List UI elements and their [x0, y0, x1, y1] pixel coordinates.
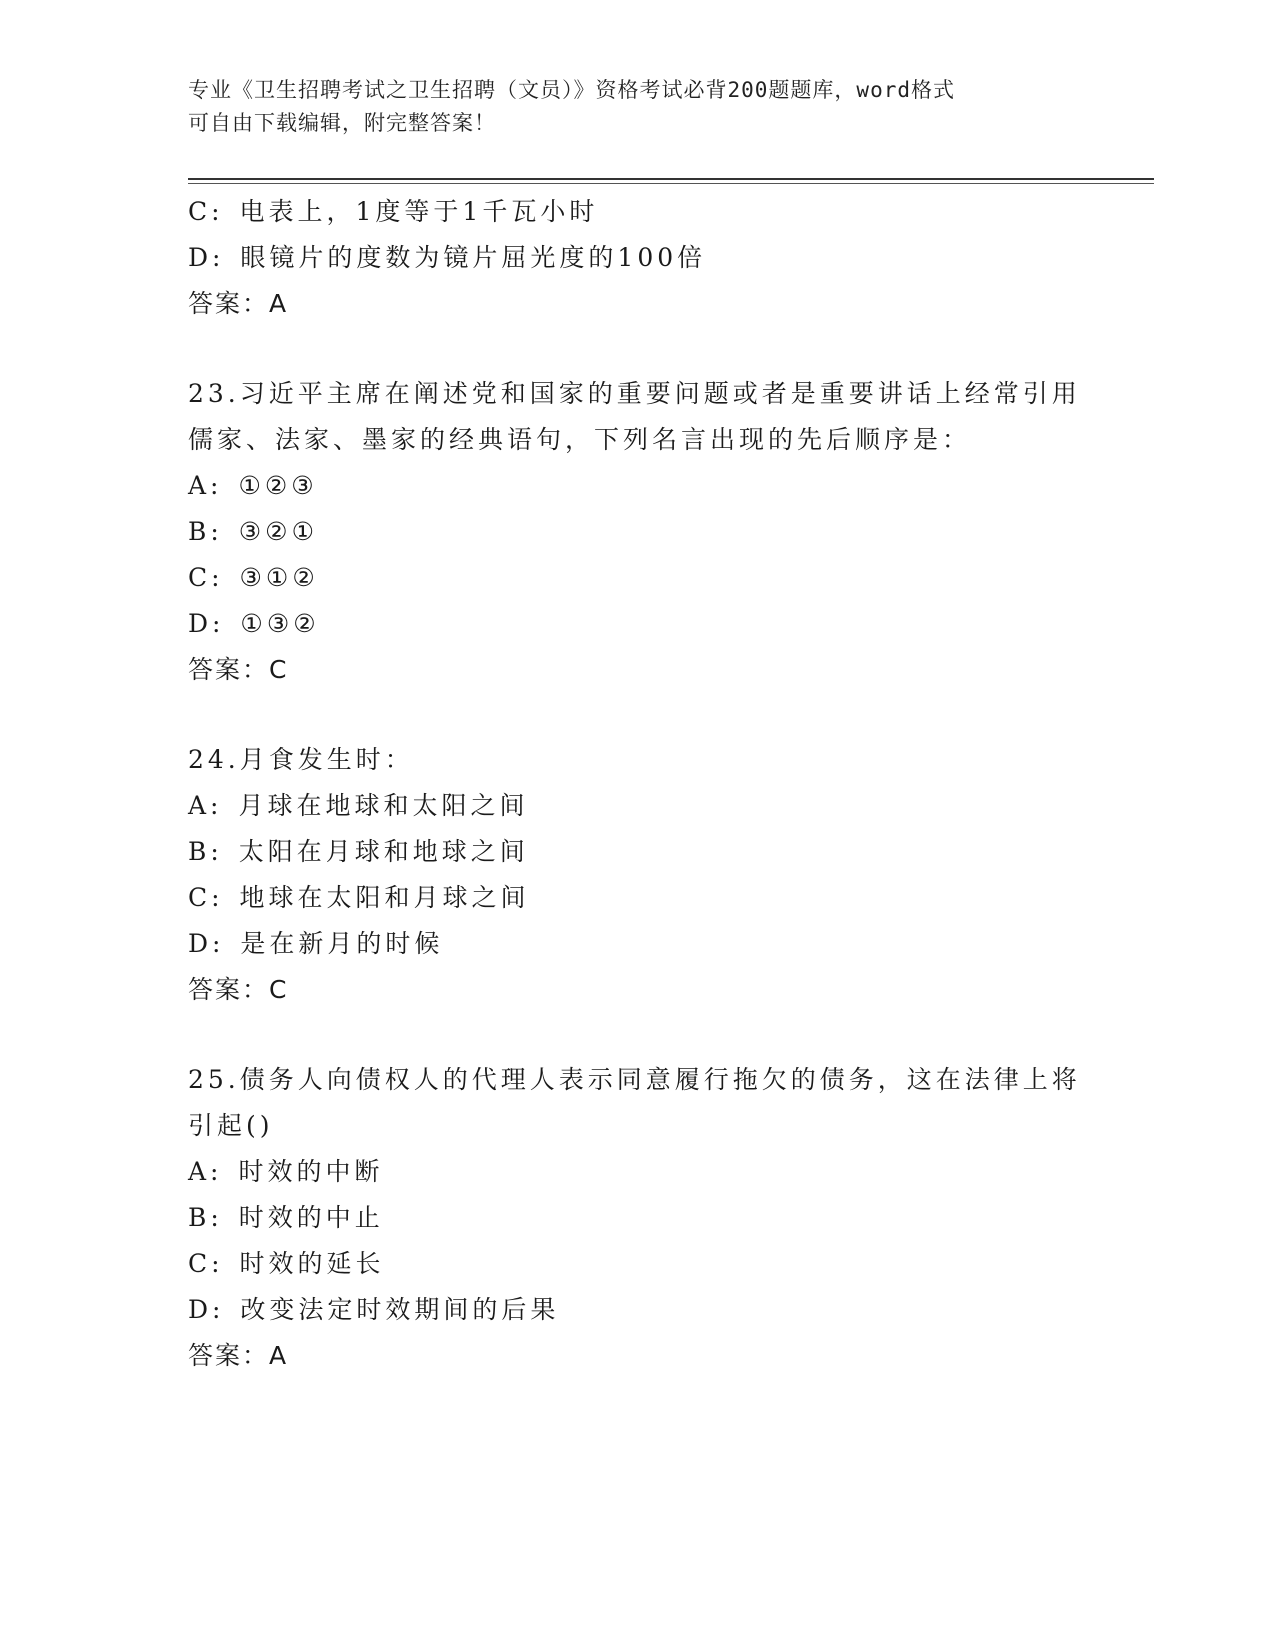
question-spacer	[188, 693, 1118, 737]
option-text: 改变法定时效期间的后果	[240, 1295, 560, 1324]
question-25	[188, 1057, 1118, 1379]
question-23	[188, 371, 1118, 693]
option-line	[188, 463, 1118, 509]
option-line	[188, 921, 1118, 967]
answer-line: 答案：C	[188, 655, 289, 684]
option-label: A:	[188, 471, 223, 500]
header-rule-thick	[188, 178, 1154, 180]
question-list	[188, 189, 1118, 1379]
question-spacer	[188, 327, 1118, 371]
option-label: C:	[188, 883, 224, 912]
option-label: A:	[188, 1157, 223, 1186]
option-label: D:	[188, 609, 225, 638]
option-line	[188, 1195, 1118, 1241]
option-line	[188, 235, 1118, 281]
option-text: 是在新月的时候	[240, 929, 444, 958]
option-line	[188, 1287, 1118, 1333]
option-text: 月球在地球和太阳之间	[238, 791, 529, 820]
option-line	[188, 1149, 1118, 1195]
answer-line: 答案：A	[188, 1341, 289, 1370]
option-label: D:	[188, 243, 225, 272]
option-line	[188, 783, 1118, 829]
question-stem-line: 24.月食发生时：	[188, 745, 414, 774]
option-line	[188, 1241, 1118, 1287]
question-stem-line: 23.习近平主席在阐述党和国家的重要问题或者是重要讲话上经常引用	[188, 379, 1081, 408]
option-text: 太阳在月球和地球之间	[238, 837, 529, 866]
option-text: 地球在太阳和月球之间	[239, 883, 530, 912]
option-label: A:	[188, 791, 223, 820]
answer-line: 答案：C	[188, 975, 289, 1004]
question-stem-line: 引起()	[188, 1111, 274, 1140]
question-stem-line: 25.债务人向债权人的代理人表示同意履行拖欠的债务，这在法律上将	[188, 1065, 1081, 1094]
question-22-continued	[188, 189, 1118, 327]
question-24	[188, 737, 1118, 1013]
option-text: 眼镜片的度数为镜片屈光度的100倍	[240, 243, 707, 272]
header-rule-thin	[188, 183, 1154, 184]
option-line	[188, 189, 1118, 235]
option-text: ①②③	[238, 471, 318, 500]
option-text: 时效的中断	[238, 1157, 384, 1186]
option-text: ①③②	[240, 609, 320, 638]
option-line	[188, 601, 1118, 647]
option-label: C:	[188, 563, 224, 592]
option-label: C:	[188, 1249, 224, 1278]
option-label: B:	[188, 1203, 223, 1232]
option-label: C:	[188, 197, 224, 226]
answer-line: 答案：A	[188, 289, 289, 318]
document-header	[188, 74, 1068, 140]
option-text: 时效的中止	[238, 1203, 384, 1232]
option-label: B:	[188, 517, 223, 546]
question-stem-line: 儒家、法家、墨家的经典语句，下列名言出现的先后顺序是：	[188, 425, 972, 454]
header-line-2: 可自由下载编辑，附完整答案！	[188, 111, 496, 135]
option-label: B:	[188, 837, 223, 866]
option-line	[188, 875, 1118, 921]
header-line-1: 专业《卫生招聘考试之卫生招聘（文员）》资格考试必背200题题库，word格式	[188, 78, 955, 102]
option-text: 电表上，1度等于1千瓦小时	[239, 197, 599, 226]
option-line	[188, 829, 1118, 875]
option-text: ③②①	[238, 517, 318, 546]
option-text: 时效的延长	[239, 1249, 385, 1278]
option-line	[188, 555, 1118, 601]
option-label: D:	[188, 929, 225, 958]
option-line	[188, 509, 1118, 555]
option-label: D:	[188, 1295, 225, 1324]
question-spacer	[188, 1013, 1118, 1057]
option-text: ③①②	[239, 563, 319, 592]
